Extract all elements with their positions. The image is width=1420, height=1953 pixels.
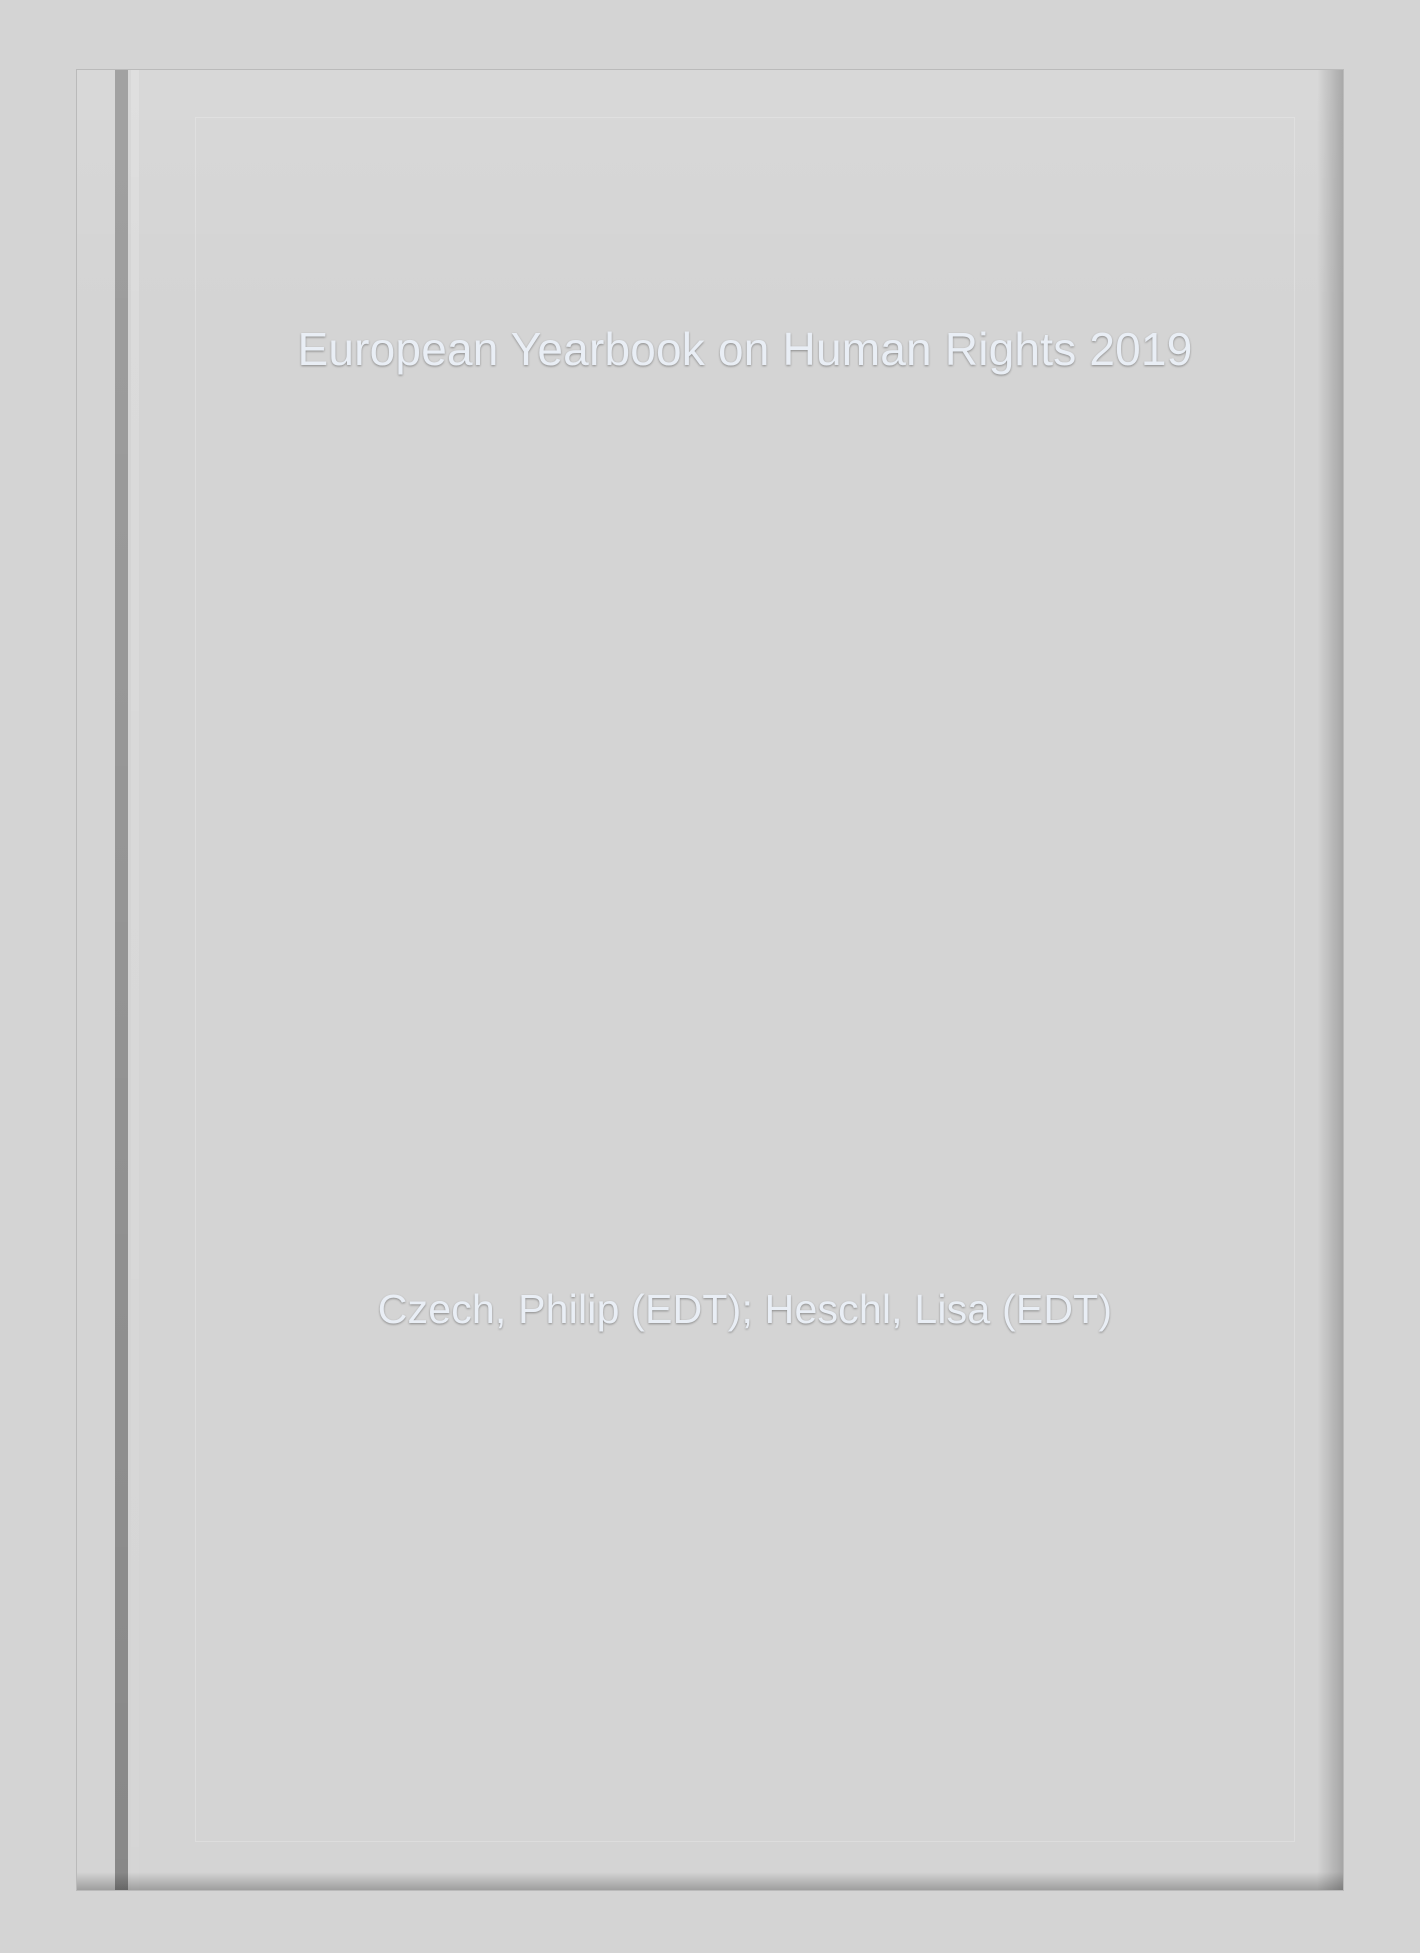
book-title: European Yearbook on Human Rights 2019 (297, 323, 1193, 375)
book-cover (77, 70, 1343, 1890)
cover-right-edge-shadow (1317, 70, 1343, 1890)
book-authors: Czech, Philip (EDT); Heschl, Lisa (EDT) (377, 1286, 1113, 1332)
spine-shadow-groove (115, 70, 128, 1890)
spine-highlight (131, 70, 139, 1890)
cover-text-block (195, 70, 1295, 1890)
